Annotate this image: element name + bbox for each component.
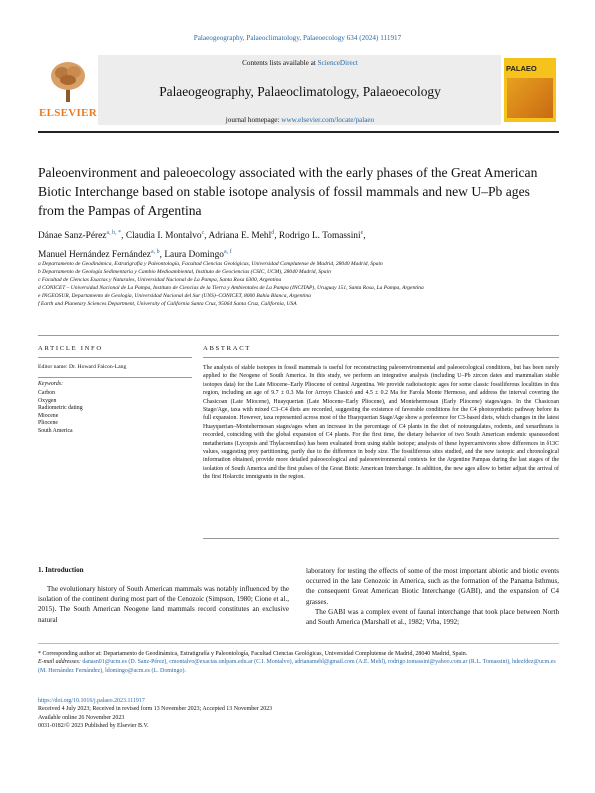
- homepage-link[interactable]: www.elsevier.com/locate/palaeo: [281, 116, 375, 124]
- editor-name: Editor name: Dr. Howard Falcon-Lang: [38, 364, 127, 370]
- introduction-column-right: [306, 566, 559, 627]
- keyword: Radiometric dating: [38, 405, 83, 411]
- author[interactable]: Laura Domingo$^{a, f}$: [164, 249, 232, 261]
- affiliation: b Departamento de Geología Sedimentaria y Cambio Medioambiental, Instituto de Geociencias (CSIC, UCM), 28040 Madrid, Spain: [38, 269, 331, 276]
- introduction-heading: 1. Introduction: [38, 566, 84, 574]
- keyword: South America: [38, 427, 73, 434]
- keyword: Miocene: [38, 412, 59, 419]
- homepage-prefix: journal homepage:: [225, 116, 280, 124]
- author[interactable]: Adriana E. Mehl$^d$: [208, 230, 275, 242]
- article-info-heading: ARTICLE INFO: [38, 345, 103, 352]
- elsevier-tree-icon: [48, 60, 88, 104]
- article-info-rule: [38, 357, 192, 358]
- author[interactable]: Dánae Sanz-Pérez$^{a, b, *}$: [38, 230, 122, 242]
- contents-prefix: Contents lists available at: [242, 59, 316, 67]
- cover-image: [507, 78, 553, 118]
- keyword: Pliocene: [38, 420, 58, 426]
- footnote-rule: [38, 643, 559, 644]
- abstract-text: The analysis of stable isotopes in fossil mammals is useful for reconstructing paleoenvironmental and paleoecological conditions, but has been rarely applied to the Neogene of South America. In this study, we perform an integrative analysis (including U–Pb zircon dates and mammalian stable isotopes data) for the Late Miocene–Early Pliocene of central Argentina. We provide radioisotopic ages for some classic fossiliferous localities in this region, including an age of 9.7 ± 0.3 Ma for Arroyo Chasicó and 4.5 ± 0.2 Ma for Farola Monte Hermoso, and address the interval covering the Chasicoan (Late Miocene), Huayquerian (Late Miocene–Early Pliocene), and Montehermosan (Early Pliocene) stages/ages. In the Chasicoan Stage/Age, taxa with mixed C3–C4 diets are recorded, suggesting the existence of favorable conditions for the C4 photosynthetic pathway before its full expansion. However, taxa represented across most of the Huayquerian Stage/Age show a preference for C3-based diets, which changes in the latest Huayquerian–Montehermosan stages/ages when an increase in the percentage of C4 plants in the diet of notoungulates, rodents, and xenarthrans is recorded, coinciding with the global expansion of C4 plants. For the first time, the dietary behavior of two South American endemic sparassodont metatherians (Lycopsis and Thylacosmilus) has been evaluated from using stable isotope; analysis of these hypercarnivores show differences in δ13C values, suggesting prey partitioning, partly due to the difference in body size. The fossiliferous sites studied, and the new isotopic and chronological information obtained, provide more detailed paleoecological and paleoenvironmental contexts for the Argentine Pampas during the last stages of the isolation of South America and the first pulses of the Great Biotic American Interchange. In addition, the new ages allow to better adjust the arrival of the first Holarctic immigrants in the region.: [203, 365, 559, 481]
- abstract-heading: ABSTRACT: [203, 345, 252, 352]
- journal-reference[interactable]: Palaeogeography, Palaeoclimatology, Palaeoecology 634 (2024) 111917: [193, 34, 402, 42]
- affiliation: c Facultad de Ciencias Exactas y Naturales, Universidad Nacional de La Pampa, Santa Rosa 6300, Argentina: [38, 277, 282, 284]
- journal-title: Palaeogeography, Palaeoclimatology, Palaeoecology: [159, 84, 441, 99]
- intro-paragraph: The evolutionary history of South American mammals was notably influenced by the isolation of the continent during most part of the Cenozoic (Simpson, 1980; Cione et al., 2015). The South American Neogene land mammals record constitutes an exclusive natural: [38, 585, 289, 624]
- footnotes: [38, 650, 559, 675]
- corresponding-author-note: * Corresponding author at: Departamento de Geodinámica, Estratigrafía y Paleontología, Facultad Ciencias Geológicas, Universidad Complutense de Madrid, 28040 Madrid, Spain.: [38, 651, 468, 657]
- abstract-end-rule: [203, 538, 559, 539]
- section-rule: [38, 335, 559, 336]
- keyword: Carbon: [38, 390, 56, 396]
- elsevier-wordmark: ELSEVIER: [38, 107, 98, 119]
- cover-title: PALAEO: [506, 64, 537, 73]
- email-label: E-mail addresses:: [38, 659, 81, 666]
- author[interactable]: Claudia I. Montalvo$^c$: [125, 230, 205, 242]
- intro-paragraph: The GABI was a complex event of faunal interchange that took place between North and South America (Marshall et al., 1982; Vrba, 1992;: [306, 607, 559, 627]
- keywords-label: Keywords:: [38, 381, 63, 387]
- publication-info: [38, 697, 559, 731]
- sciencedirect-link[interactable]: ScienceDirect: [317, 59, 358, 67]
- header-rule: [38, 131, 559, 133]
- contents-line: [100, 59, 500, 67]
- available-online: Available online 26 November 2023: [38, 714, 125, 721]
- article-info-divider: [38, 377, 192, 378]
- author[interactable]: Rodrigo L. Tomassini$^e$: [278, 230, 364, 242]
- introduction-column-left: [38, 584, 289, 625]
- homepage-line: [100, 116, 500, 124]
- keyword-list: [38, 390, 192, 435]
- doi-link[interactable]: https://doi.org/10.1016/j.palaeo.2023.111917: [38, 698, 145, 704]
- intro-paragraph: laboratory for testing the effects of some of the most important abiotic and biotic events occurred in the late Cenozoic in America, such as the formation of the Panama Isthmus, the consequent Great American Biotic Interchange (GABI), and the expansion of C4 grasses.: [306, 567, 559, 606]
- email-note: [38, 658, 559, 675]
- received-dates: Received 4 July 2023; Received in revised form 13 November 2023; Accepted 13 November 2023: [38, 706, 273, 713]
- affiliation: d CONICET – Universidad Nacional de La Pampa, Instituto de Ciencias de la Tierra y Ambientales de La Pampa (INCITAP), Uruguay 151, Santa Rosa, La Pampa, Argentina: [38, 285, 424, 292]
- affiliations: [38, 260, 559, 309]
- email-addresses[interactable]: danasn01@ucm.es (D. Sanz-Pérez), cmontalvo@exactas.unlpam.edu.ar (C.I. Montalvo), adrianamehl@gmail.com (A.E. Mehl), rodrigo.tomassini@yahoo.com.ar (R.L. Tomassini), hdezfdez@ucm.es (M. Hernández Fernández), ldomingo@ucm.es (L. Domingo).: [38, 659, 556, 674]
- affiliation: f Earth and Planetary Sciences Department, University of California Santa Cruz, 95064 Santa Cruz, California, USA: [38, 301, 297, 308]
- affiliation: a Departamento de Geodinámica, Estratigrafía y Paleontología, Facultad Ciencias Geológicas, Universidad Complutense de Madrid, 28040 Madrid, Spain: [38, 261, 383, 267]
- keyword: Oxygen: [38, 397, 57, 404]
- author[interactable]: Manuel Hernández Fernández$^{a, b}$: [38, 249, 160, 261]
- copyright: 0031-0182/© 2023 Published by Elsevier B.V.: [38, 723, 149, 730]
- affiliation: e INGEOSUR, Departamento de Geología, Universidad Nacional del Sur (UNS)–CONICET, 8000 Bahía Blanca, Argentina: [38, 293, 311, 300]
- abstract-rule: [203, 357, 559, 358]
- author-list: Dánae Sanz-Pérez$^{a, b, *}$, Claudia I. Montalvo$^c$, Adriana E. Mehl$^d$, Rodrigo L. Tomassini$^e$, Manuel Hernández Fernández$^{a, b}$, Laura Domingo$^{a, f}$: [38, 230, 366, 261]
- article-title: Paleoenvironment and paleoecology associated with the early phases of the Great American Biotic Interchange based on stable isotope analysis of fossil mammals and new U–Pb ages from the Pampas of Argentina: [38, 165, 538, 218]
